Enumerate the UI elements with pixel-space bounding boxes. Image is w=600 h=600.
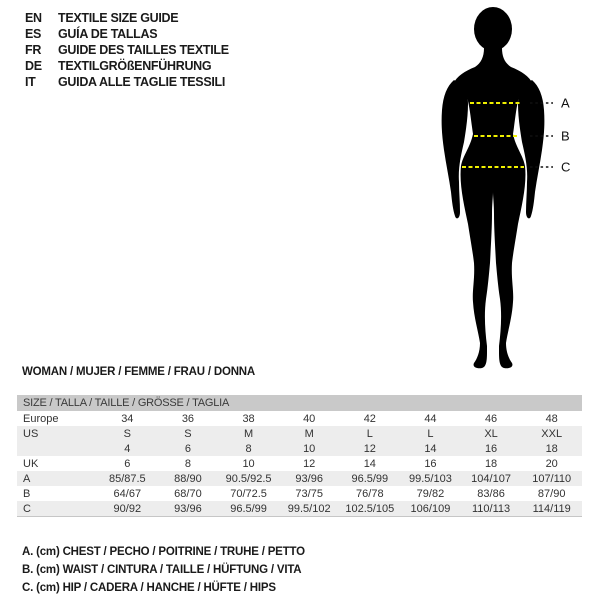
table-cell: 14 [363, 457, 376, 470]
gender-title: WOMAN / MUJER / FEMME / FRAU / DONNA [22, 366, 256, 378]
lang-code: FR [25, 43, 42, 57]
table-cell: 18 [484, 457, 498, 470]
table-cell: 107/110 [532, 472, 572, 485]
table-cell: 96.5/99 [230, 502, 267, 515]
table-cell: 12 [363, 442, 376, 455]
table-cell: 88/90 [174, 472, 202, 485]
table-row-us-letter [17, 426, 582, 441]
lang-row-fr [25, 42, 229, 58]
table-cell: 14 [424, 442, 437, 455]
table-cell: 104/107 [471, 472, 511, 485]
table-cell: L [427, 427, 434, 440]
measure-label-a: A [561, 95, 570, 111]
table-cell: 90.5/92.5 [225, 472, 272, 485]
table-cell: 18 [545, 442, 558, 455]
table-cell: 68/70 [174, 487, 202, 500]
lang-title: TEXTILGRÖßENFÜHRUNG [58, 59, 212, 73]
table-cell: 90/92 [113, 502, 142, 515]
row-label: Europe [23, 412, 59, 425]
table-cell: 16 [424, 457, 437, 470]
table-cell: 44 [424, 412, 437, 425]
table-cell: 10 [242, 457, 255, 470]
lang-code: IT [25, 75, 36, 89]
table-cell: 6 [124, 457, 131, 470]
size-table [17, 395, 582, 517]
legend-waist: B. (cm) WAIST / CINTURA / TAILLE / HÜFTUNG / VITA [22, 564, 302, 576]
lang-code: EN [25, 11, 42, 25]
table-row-europe [17, 411, 582, 426]
row-label: UK [23, 457, 39, 470]
table-cell: 99.5/102 [287, 502, 331, 515]
table-cell: XL [484, 427, 498, 440]
table-cell: 4 [124, 442, 131, 455]
measure-label-b: B [561, 128, 570, 144]
table-cell: XXL [541, 427, 563, 440]
woman-silhouette-figure [380, 0, 600, 380]
lang-title: TEXTILE SIZE GUIDE [58, 11, 179, 25]
table-cell: 20 [545, 457, 558, 470]
table-cell: M [243, 427, 254, 440]
table-cell: 106/109 [410, 502, 451, 515]
table-cell: 79/82 [416, 487, 445, 500]
table-row-hip [17, 501, 582, 516]
table-cell: 34 [121, 412, 134, 425]
measure-label-c: C [561, 159, 571, 175]
table-cell: 93/96 [295, 472, 323, 485]
table-row-us-numeric [17, 441, 582, 456]
table-cell: 114/119 [532, 502, 571, 515]
table-cell: 87/90 [537, 487, 566, 500]
table-cell: 48 [545, 412, 558, 425]
table-cell: 6 [184, 442, 191, 455]
row-label: C [23, 502, 31, 515]
table-row-uk [17, 456, 582, 471]
measurement-legend [22, 543, 305, 597]
table-cell: 96.5/99 [351, 472, 389, 485]
lang-row-es [25, 26, 229, 42]
table-cell: 99.5/103 [409, 472, 452, 485]
lang-row-it [25, 74, 229, 90]
table-cell: 102.5/105 [345, 502, 395, 515]
lang-code: DE [25, 59, 42, 73]
table-cell: 46 [484, 412, 498, 425]
row-label: A [23, 472, 31, 485]
table-cell: M [304, 427, 314, 440]
table-cell: 40 [303, 412, 316, 425]
silhouette-head [474, 7, 512, 51]
legend-chest: A. (cm) CHEST / PECHO / POITRINE / TRUHE / PETTO [22, 546, 305, 558]
table-cell: 85/87.5 [108, 472, 146, 485]
table-cell: 70/72.5 [230, 487, 267, 500]
table-cell: S [123, 427, 131, 440]
table-cell: 83/86 [477, 487, 505, 500]
lang-row-en [25, 10, 229, 26]
table-cell: 8 [184, 457, 191, 470]
row-label: B [23, 487, 31, 500]
lang-row-de [25, 58, 229, 74]
lang-code: ES [25, 27, 42, 41]
table-row-waist [17, 486, 582, 501]
table-cell: 76/78 [356, 487, 384, 500]
language-title-list [25, 10, 229, 90]
lang-title: GUÍA DE TALLAS [58, 27, 158, 41]
table-cell: 36 [181, 412, 195, 425]
row-label: US [23, 427, 39, 440]
table-cell: 16 [484, 442, 498, 455]
lang-title: GUIDA ALLE TAGLIE TESSILI [58, 75, 226, 89]
table-row-chest [17, 471, 582, 486]
lang-title: GUIDE DES TAILLES TEXTILE [58, 43, 229, 57]
table-cell: 93/96 [174, 502, 202, 515]
table-cell: 8 [245, 442, 252, 455]
size-table-header: SIZE / TALLA / TAILLE / GRÖSSE / TAGLIA [17, 395, 582, 411]
table-cell: 10 [303, 442, 316, 455]
table-cell: L [366, 427, 373, 440]
table-cell: 38 [242, 412, 255, 425]
legend-hip: C. (cm) HIP / CADERA / HANCHE / HÜFTE / HIPS [22, 582, 276, 594]
table-cell: 64/67 [113, 487, 142, 500]
table-cell: 12 [303, 457, 316, 470]
table-cell: S [184, 427, 192, 440]
table-cell: 42 [363, 412, 376, 425]
table-cell: 110/113 [471, 502, 511, 515]
table-cell: 73/75 [295, 487, 323, 500]
